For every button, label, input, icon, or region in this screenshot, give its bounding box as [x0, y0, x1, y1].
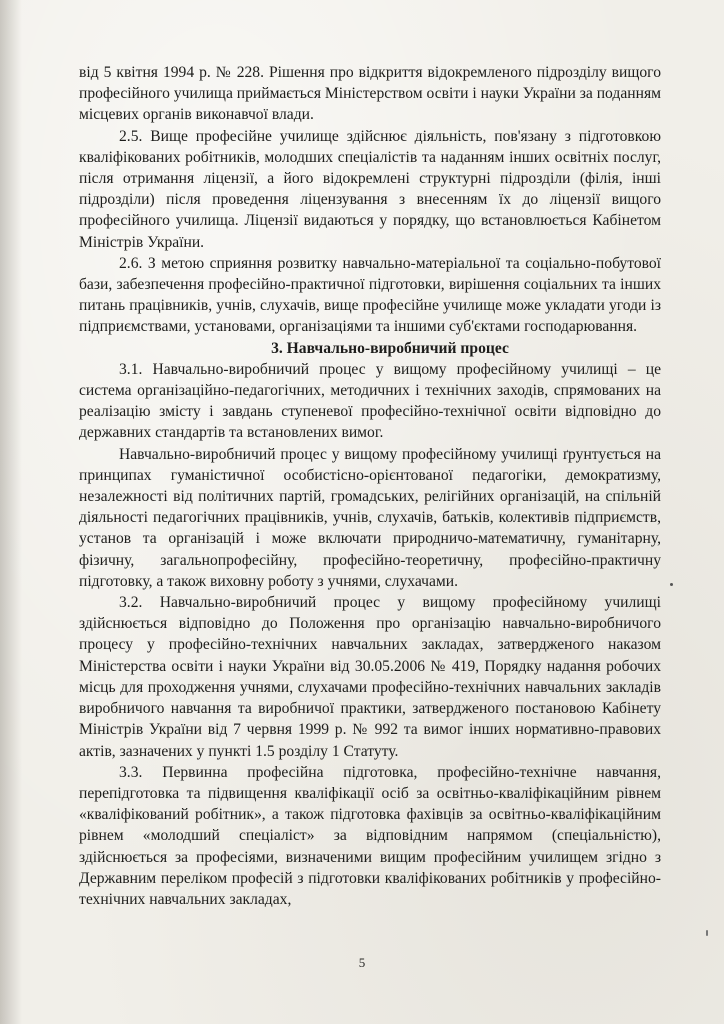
scan-speck: [670, 583, 673, 586]
scan-edge-shadow: [0, 0, 22, 1024]
paragraph-3-3: 3.3. Первинна професійна підготовка, професійно-технічне навчання, перепідготовка та підвищення кваліфікації осіб за освітньо-кваліфікаційним рівнем «кваліфікований робітник», а також підготовка фахівців за освітньо-кваліфікаційним рівнем «молодший спеціаліст» за відповідним напрямом (спеціальністю), здійснюється за професіями, визначеними вищим професійним училищем згідно з Державним переліком професій з підготовки кваліфікованих робітників у професійно-технічних навчальних закладах,: [79, 763, 661, 908]
section-heading: 3. Навчально-виробничий процес: [271, 339, 509, 357]
scan-speck: [706, 930, 708, 936]
paragraph-principles: Навчально-виробничий процес у вищому професійному училищі ґрунтується на принципах гуманістичної особистісно-орієнтованої педагогіки, демократизму, незалежності від політичних партій, громадських, релігійних організацій, на спільній діяльності педагогічних працівників, учнів, слухачів, батьків, колективів підприємств, установ та організацій і може включати природничо-математичну, гуманітарну, фізичну, загальнопрофесійну, професійно-теоретичну, професійно-практичну підготовку, а також виховну роботу з учнями, слухачами.: [79, 445, 661, 590]
paragraph-2-6: 2.6. З метою сприяння розвитку навчально-матеріальної та соціально-побутової бази, забезпечення професійно-практичної підготовки, вирішення соціальних та інших питань працівників, учнів, слухачів, вище професійне училище може укладати угоди із підприємствами, установами, організаціями та іншими суб'єктами господарювання.: [79, 254, 661, 336]
paragraph-3-1: 3.1. Навчально-виробничий процес у вищому професійному училищі – це система організаційно-педагогічних, методичних і технічних заходів, спрямованих на реалізацію змісту і завдань ступеневої професійно-технічної освіти відповідно до державних стандартів та встановлених вимог.: [79, 360, 661, 442]
paragraph-continuation: від 5 квітня 1994 р. № 228. Рішення про відкриття відокремленого підрозділу вищого професійного училища приймається Міністерством освіти і науки України за поданням місцевих органів виконавчої влади.: [79, 64, 661, 124]
document-body: [79, 62, 661, 910]
page-number: 5: [358, 955, 366, 970]
paragraph-2-5: 2.5. Вище професійне училище здійснює діяльність, пов'язану з підготовкою кваліфікованих робітників, молодших спеціалістів та наданням інших освітніх послуг, після отримання ліцензії, а його відокремлені структурні підрозділи (філія, інші підрозділи) після проведення ліцензування з внесенням їх до ліцензії вищого професійного училища. Ліцензії видаються у порядку, що встановлюється Кабінетом Міністрів України.: [79, 127, 661, 251]
paragraph-3-2: 3.2. Навчально-виробничий процес у вищому професійному училищі здійснюється відповідно до Положення про організацію навчально-виробничого процесу у професійно-технічних навчальних закладах, затвердженого наказом Міністерства освіти і науки України від 30.05.2006 № 419, Порядку надання робочих місць для проходження учнями, слухачами професійно-технічних навчальних закладів виробничого навчання та виробничої практики, затвердженого постановою Кабінету Міністрів України від 7 червня 1999 р. № 992 та вимог інших нормативно-правових актів, зазначених у пункті 1.5 розділу 1 Статуту.: [79, 594, 661, 760]
